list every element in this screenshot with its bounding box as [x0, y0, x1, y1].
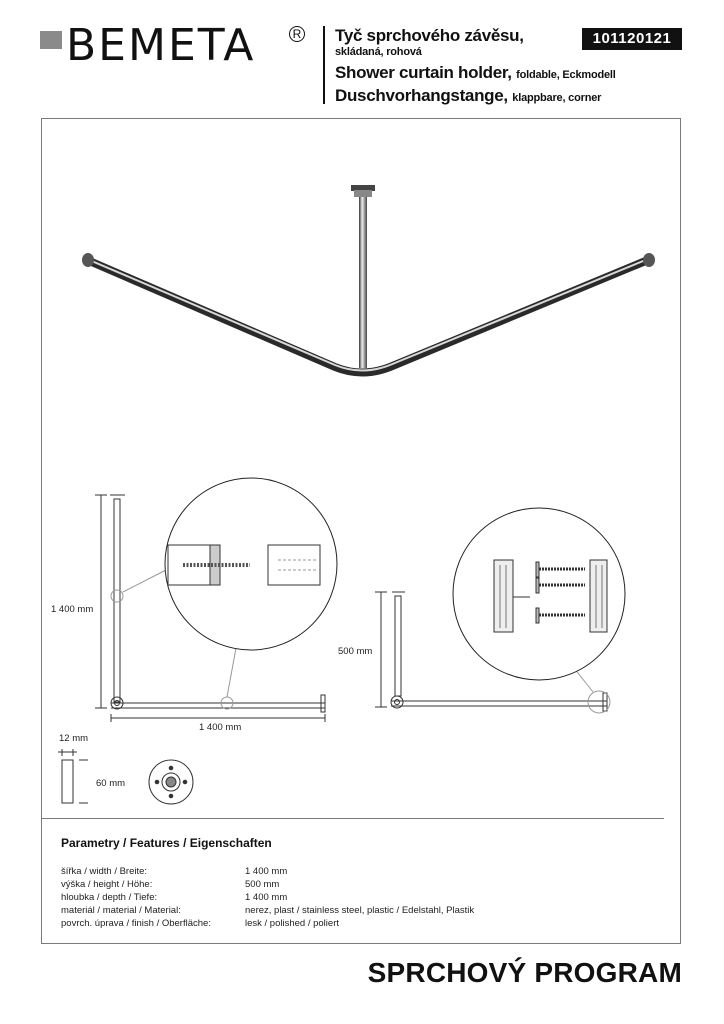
param-value: lesk / polished / poliert	[245, 918, 339, 929]
flange-detail	[58, 749, 193, 804]
product-code: 101120121	[582, 28, 682, 50]
dim-height-right: 500 mm	[338, 646, 373, 657]
dim-flange-thickness: 12 mm	[59, 733, 89, 744]
subtitle-en: foldable, Eckmodell	[516, 69, 616, 81]
subtitle-cz: skládaná, rohová	[335, 46, 422, 58]
param-value: nerez, plast / stainless steel, plastic / Edelstahl, Plastik	[245, 905, 475, 916]
parameters-heading: Parametry / Features / Eigenschaften	[61, 836, 272, 850]
param-label: šířka / width / Breite:	[61, 866, 148, 877]
detail-circle-right	[453, 508, 625, 680]
dim-flange-diameter: 60 mm	[96, 778, 126, 789]
footer-title: SPRCHOVÝ PROGRAM	[367, 957, 682, 988]
param-label: povrch. úprava / finish / Oberfläche:	[61, 918, 211, 929]
param-label: výška / height / Höhe:	[61, 879, 153, 890]
subtitle-de: klappbare, corner	[512, 92, 602, 104]
param-value: 1 400 mm	[245, 866, 288, 877]
title-en: Shower curtain holder,	[335, 63, 512, 82]
param-label: materiál / material / Material:	[61, 905, 181, 916]
registered-mark-icon: R	[289, 26, 305, 42]
dim-height-left: 1 400 mm	[51, 604, 94, 615]
dim-length-bottom: 1 400 mm	[199, 722, 242, 733]
brand-logo: BEMETA	[66, 20, 256, 71]
product-image	[82, 185, 655, 373]
param-label: hloubka / depth / Tiefe:	[61, 892, 158, 903]
param-value: 1 400 mm	[245, 892, 288, 903]
title-de: Duschvorhangstange,	[335, 86, 508, 105]
param-value: 500 mm	[245, 879, 280, 890]
title-cz: Tyč sprchového závěsu,	[335, 26, 524, 45]
detail-circle-left	[165, 478, 337, 650]
